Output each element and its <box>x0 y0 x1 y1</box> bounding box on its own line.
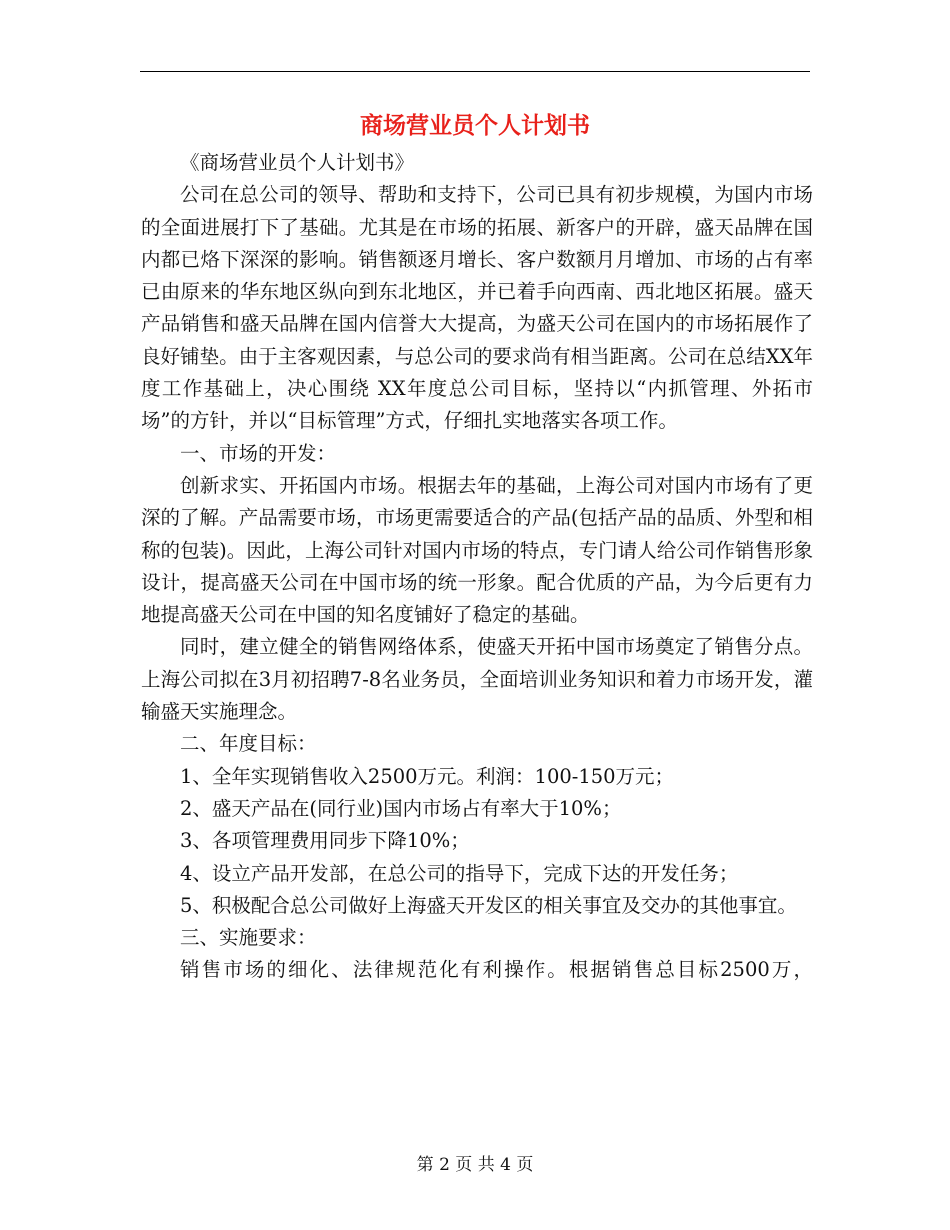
section-heading-requirements: 三、实施要求： <box>180 926 317 950</box>
goal-item-4: 4、设立产品开发部，在总公司的指导下，完成下达的开发任务； <box>180 861 739 885</box>
document-body <box>141 147 813 987</box>
section-heading-goals: 二、年度目标： <box>180 732 317 756</box>
goal-item-5: 5、积极配合总公司做好上海盛天开发区的相关事宜及交办的其他事宜。 <box>180 893 797 917</box>
paragraph-sales-network: 同时，建立健全的销售网络体系，使盛天开拓中国市场奠定了销售分点。上海公司拟在3月初招聘7-8名业务员，全面培训业务知识和着力市场开发，灌输盛天实施理念。 <box>141 635 813 724</box>
goal-item-1: 1、全年实现销售收入2500万元。利润：100-150万元； <box>180 764 675 788</box>
document-title: 商场营业员个人计划书 <box>360 113 590 139</box>
goal-item-2: 2、盛天产品在(同行业)国内市场占有率大于10%； <box>180 796 622 820</box>
paragraph-requirements: 销售市场的细化、法律规范化有利操作。根据销售总目标2500万， <box>180 958 813 982</box>
section-heading-market: 一、市场的开发： <box>180 441 337 465</box>
paragraph-intro: 公司在总公司的领导、帮助和支持下，公司已具有初步规模，为国内市场的全面进展打下了基础。尤其是在市场的拓展、新客户的开辟，盛天品牌在国内都已烙下深深的影响。销售额逐月增长、客户数额月月增加、市场的占有率已由原来的华东地区纵向到东北地区，并已着手向西南、西北地区拓展。盛天产品销售和盛天品牌在国内信誉大大提高，为盛天公司在国内的市场拓展作了良好铺垫。由于主客观因素，与总公司的要求尚有相当距离。公司在总结XX年度工作基础上，决心围绕 XX年度总公司目标，坚持以“内抓管理、外拓市场”的方针，并以“目标管理”方式，仔细扎实地落实各项工作。 <box>141 183 813 433</box>
paragraph-subtitle: 《商场营业员个人计划书》 <box>180 151 415 174</box>
goal-item-3: 3、各项管理费用同步下降10%； <box>180 829 470 853</box>
header-rule <box>140 71 810 72</box>
page-number: 第 2 页 共 4 页 <box>416 1155 534 1175</box>
paragraph-market-development: 创新求实、开拓国内市场。根据去年的基础，上海公司对国内市场有了更深的了解。产品需要市场，市场更需要适合的产品(包括产品的品质、外型和相称的包装)。因此，上海公司针对国内市场的特点，专门请人给公司作销售形象设计，提高盛天公司在中国市场的统一形象。配合优质的产品，为今后更有力地提高盛天公司在中国的知名度铺好了稳定的基础。 <box>141 473 813 627</box>
